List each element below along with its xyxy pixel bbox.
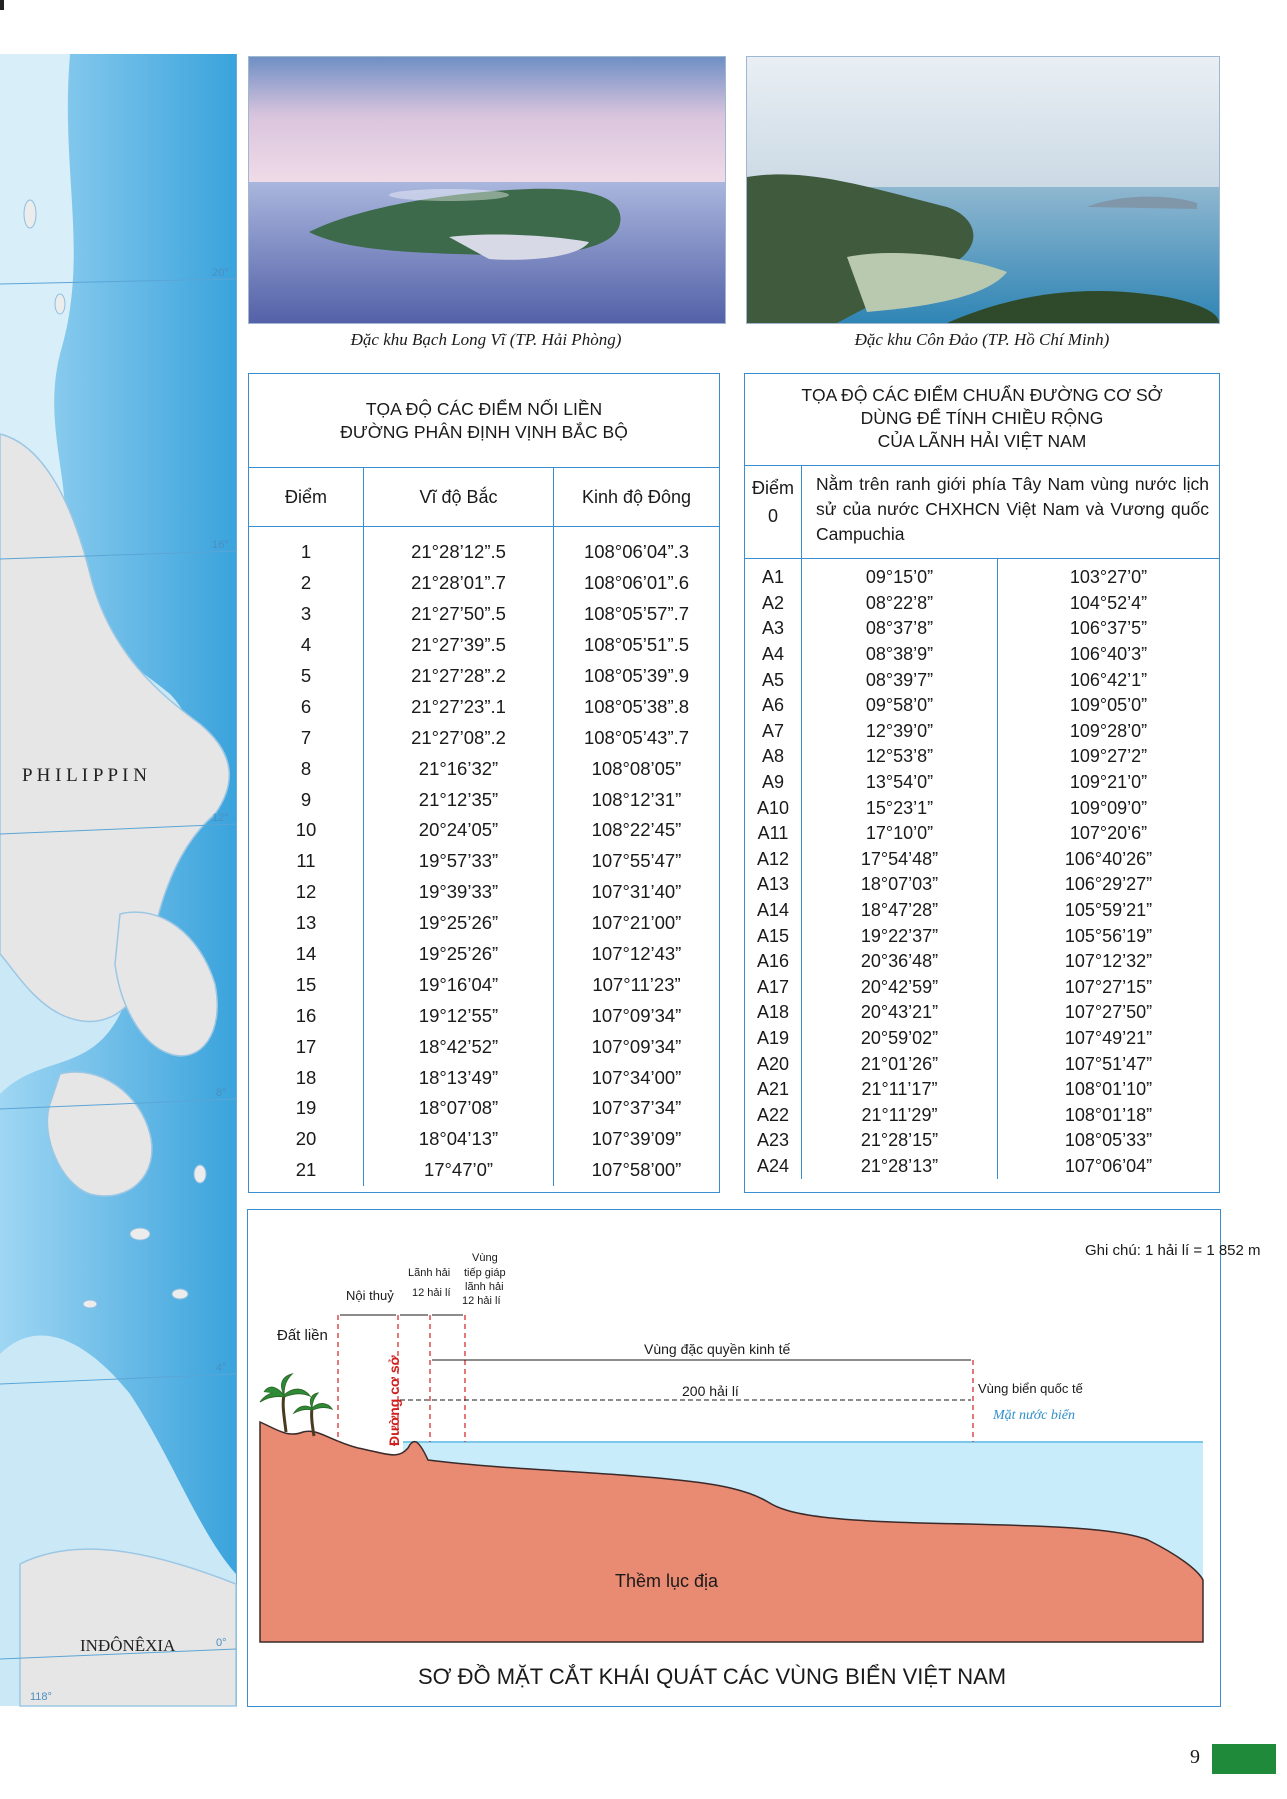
latitude-cell: 21°11’17” <box>802 1077 998 1103</box>
point-cell: A4 <box>761 644 785 665</box>
latitude-cell: 21°11’29” <box>802 1102 998 1128</box>
latitude-cell: 20°43’21” <box>802 1000 998 1026</box>
column-header: Điểm <box>751 478 794 498</box>
table-row <box>745 616 1219 642</box>
contiguous-zone-label: Vùng <box>472 1252 498 1264</box>
table-title-line: DÙNG ĐỂ TÍNH CHIỀU RỘNG <box>860 408 1104 428</box>
table-row <box>745 1102 1219 1128</box>
latitude-cell: 19°25’26” <box>364 939 554 970</box>
latitude-cell: 18°13’49” <box>364 1062 554 1093</box>
lat-label: 20° <box>212 267 229 279</box>
table-row <box>249 1000 719 1031</box>
coordinates-table <box>249 468 719 1186</box>
longitude-cell: 107°09’34” <box>554 1031 720 1062</box>
point-cell: 14 <box>295 943 317 965</box>
latitude-cell: 21°28’13” <box>802 1154 998 1180</box>
point-cell: 12 <box>295 881 317 903</box>
contiguous-zone-width: 12 hải lí <box>462 1295 501 1307</box>
table-row <box>249 877 719 908</box>
longitude-cell: 106°42’1” <box>998 667 1220 693</box>
point-cell: A8 <box>761 746 785 767</box>
longitude-cell: 107°31’40” <box>554 877 720 908</box>
longitude-cell: 107°27’15” <box>998 975 1220 1001</box>
point-cell: 15 <box>295 973 317 995</box>
shelf-label: Thềm lục địa <box>615 1571 719 1591</box>
latitude-cell: 19°12’55” <box>364 1000 554 1031</box>
point-cell: 4 <box>300 634 312 656</box>
island-photo <box>747 57 1219 323</box>
map-strip <box>0 54 237 1706</box>
longitude-cell: 108°01’10” <box>998 1077 1220 1103</box>
photo-con-dao <box>746 56 1220 324</box>
table-row <box>745 693 1219 719</box>
latitude-cell: 18°42’52” <box>364 1031 554 1062</box>
contiguous-zone-label: lãnh hải <box>465 1281 504 1293</box>
point-cell: 8 <box>300 757 312 779</box>
point-cell: A6 <box>761 695 785 716</box>
latitude-cell: 17°10’0” <box>802 821 998 847</box>
latitude-cell: 19°25’26” <box>364 908 554 939</box>
point-cell: 5 <box>300 665 312 686</box>
point-cell: A2 <box>761 592 785 613</box>
latitude-cell: 17°47’0” <box>364 1155 554 1186</box>
longitude-cell: 107°51’47” <box>998 1051 1220 1077</box>
table-title-line: ĐƯỜNG PHÂN ĐỊNH VỊNH BẮC BỘ <box>340 422 628 442</box>
photo-bach-long-vi <box>248 56 726 324</box>
territorial-sea-label: Lãnh hải <box>408 1267 451 1279</box>
gulf-of-tonkin-table <box>248 373 720 1193</box>
latitude-cell: 19°57’33” <box>364 846 554 877</box>
point-cell: A14 <box>756 900 790 921</box>
point-cell: 11 <box>296 850 316 872</box>
baseline-points-table <box>744 373 1220 1193</box>
country-label-indonesia: INĐÔNÊXIA <box>80 1636 176 1655</box>
table-row <box>249 753 719 784</box>
point-cell: A12 <box>756 848 790 869</box>
point-cell: 10 <box>295 819 317 841</box>
territorial-sea-width: 12 hải lí <box>412 1287 451 1299</box>
point-cell: 20 <box>295 1128 317 1150</box>
longitude-cell: 105°59’21” <box>998 898 1220 924</box>
latitude-cell: 21°27’50”.5 <box>364 599 554 630</box>
table-row <box>249 599 719 630</box>
lat-label: 4° <box>216 1362 227 1374</box>
latitude-cell: 13°54’0” <box>802 770 998 796</box>
table-row <box>249 630 719 661</box>
latitude-cell: 08°39’7” <box>802 667 998 693</box>
latitude-cell: 17°54’48” <box>802 847 998 873</box>
column-header: Kinh độ Đông <box>554 468 720 527</box>
eez-width: 200 hải lí <box>682 1383 739 1399</box>
eez-label: Vùng đặc quyền kinh tế <box>644 1341 791 1357</box>
latitude-cell: 20°36’48” <box>802 949 998 975</box>
table-row <box>745 1128 1219 1154</box>
point-cell: A17 <box>756 976 790 997</box>
diagram-title: SƠ ĐỒ MẶT CẮT KHÁI QUÁT CÁC VÙNG BIỂN VIỆT NAM <box>418 1664 1007 1689</box>
longitude-cell: 105°56’19” <box>998 923 1220 949</box>
table-row <box>249 846 719 877</box>
table-row <box>745 795 1219 821</box>
point-zero-cell <box>745 466 802 558</box>
cross-section-svg <box>248 1210 1261 1705</box>
table-row <box>745 923 1219 949</box>
point-cell: A24 <box>756 1155 790 1176</box>
table-row <box>745 821 1219 847</box>
point-cell: A16 <box>756 951 790 972</box>
longitude-cell: 108°06’04”.3 <box>554 537 720 568</box>
table-row <box>249 537 719 568</box>
latitude-cell: 19°39’33” <box>364 877 554 908</box>
table-row <box>745 1051 1219 1077</box>
latitude-cell: 21°12’35” <box>364 784 554 815</box>
longitude-cell: 106°37’5” <box>998 616 1220 642</box>
country-label-philippines: P H I L I P P I N <box>22 765 147 786</box>
lat-label: 16° <box>212 539 229 551</box>
sea-zones-diagram <box>247 1209 1261 1707</box>
latitude-cell: 21°16’32” <box>364 753 554 784</box>
latitude-cell: 21°28’15” <box>802 1128 998 1154</box>
longitude-cell: 108°12’31” <box>554 784 720 815</box>
point-cell: A13 <box>756 874 790 895</box>
photo-caption: Đặc khu Bạch Long Vĩ (TP. Hải Phòng) <box>350 330 622 349</box>
longitude-cell: 109°09’0” <box>998 795 1220 821</box>
table-row <box>745 1000 1219 1026</box>
longitude-cell: 106°29’27” <box>998 872 1220 898</box>
table-title-line: TỌA ĐỘ CÁC ĐIỂM NỐI LIỀN <box>365 399 603 419</box>
point-cell: A7 <box>761 720 785 741</box>
point-cell: A15 <box>756 925 790 946</box>
column-header: Điểm <box>249 468 364 527</box>
table-row <box>745 719 1219 745</box>
island-photo <box>249 57 725 323</box>
contiguous-zone-label: tiếp giáp <box>464 1267 506 1279</box>
latitude-cell: 19°22’37” <box>802 923 998 949</box>
longitude-cell: 107°39’09” <box>554 1124 720 1155</box>
latitude-cell: 21°28’01”.7 <box>364 568 554 599</box>
table-row <box>745 667 1219 693</box>
point-cell: 18 <box>295 1066 317 1088</box>
longitude-cell: 103°27’0” <box>998 565 1220 591</box>
column-header: Vĩ độ Bắc <box>364 468 554 527</box>
latitude-cell: 15°23’1” <box>802 795 998 821</box>
table-row <box>249 908 719 939</box>
longitude-cell: 107°06’04” <box>998 1154 1220 1180</box>
longitude-cell: 107°49’21” <box>998 1026 1220 1052</box>
table-row <box>745 1026 1219 1052</box>
longitude-cell: 106°40’26” <box>998 847 1220 873</box>
longitude-cell: 108°05’33” <box>998 1128 1220 1154</box>
coordinates-table <box>745 559 1219 1179</box>
point-cell: A1 <box>761 567 785 588</box>
longitude-cell: 107°27’50” <box>998 1000 1220 1026</box>
longitude-cell: 107°58’00” <box>554 1155 720 1186</box>
longitude-cell: 108°05’38”.8 <box>554 691 720 722</box>
longitude-cell: 106°40’3” <box>998 642 1220 668</box>
table-row <box>745 770 1219 796</box>
longitude-cell: 107°20’6” <box>998 821 1220 847</box>
longitude-cell: 108°06’01”.6 <box>554 568 720 599</box>
point-cell: 3 <box>300 603 312 625</box>
point-cell: 17 <box>295 1035 317 1057</box>
lon-label: 118° <box>30 1691 52 1703</box>
point-cell: 1 <box>300 541 312 563</box>
indonesia-land <box>20 1549 236 1706</box>
longitude-cell: 109°21’0” <box>998 770 1220 796</box>
longitude-cell: 108°01’18” <box>998 1102 1220 1128</box>
point-cell: A19 <box>756 1027 790 1048</box>
longitude-cell: 107°12’43” <box>554 939 720 970</box>
latitude-cell: 18°07’03” <box>802 872 998 898</box>
latitude-cell: 09°58’0” <box>802 693 998 719</box>
page-tab <box>1212 1744 1276 1774</box>
latitude-cell: 08°37’8” <box>802 616 998 642</box>
point-cell: A9 <box>761 772 785 793</box>
page-number: 9 <box>1190 1746 1200 1768</box>
point-cell: A21 <box>756 1079 790 1100</box>
longitude-cell: 107°09’34” <box>554 1000 720 1031</box>
longitude-cell: 107°21’00” <box>554 908 720 939</box>
table-body <box>249 527 719 1186</box>
latitude-cell: 18°07’08” <box>364 1093 554 1124</box>
latitude-cell: 12°39’0” <box>802 719 998 745</box>
table-row <box>249 1124 719 1155</box>
table-row <box>249 784 719 815</box>
point-label: 0 <box>767 506 778 526</box>
point-cell: A22 <box>756 1104 790 1125</box>
longitude-cell: 109°27’2” <box>998 744 1220 770</box>
internal-waters-label: Nội thuỷ <box>346 1288 394 1303</box>
point-cell: A5 <box>761 669 785 690</box>
table-row <box>745 872 1219 898</box>
latitude-cell: 18°04’13” <box>364 1124 554 1155</box>
latitude-cell: 21°01’26” <box>802 1051 998 1077</box>
point-cell: 9 <box>300 788 312 810</box>
scale-note: Ghi chú: 1 hải lí = 1 852 m <box>1085 1242 1261 1259</box>
table-row <box>745 642 1219 668</box>
table-header-row <box>249 468 719 527</box>
table-row <box>249 939 719 970</box>
latitude-cell: 20°42’59” <box>802 975 998 1001</box>
longitude-cell: 107°34’00” <box>554 1062 720 1093</box>
table-row <box>745 744 1219 770</box>
table-row <box>745 975 1219 1001</box>
high-seas-label: Vùng biển quốc tế <box>978 1381 1083 1396</box>
table-row <box>745 1154 1219 1180</box>
mainland-label: Đất liền <box>277 1327 328 1344</box>
table-row <box>249 1093 719 1124</box>
point-cell: 7 <box>300 726 312 748</box>
lat-label: 8° <box>216 1087 227 1099</box>
scan-mark <box>0 0 4 10</box>
photo-caption: Đặc khu Côn Đảo (TP. Hồ Chí Minh) <box>854 330 1110 349</box>
table-row <box>745 949 1219 975</box>
latitude-cell: 12°53’8” <box>802 744 998 770</box>
sea-surface-label: Mặt nước biển <box>993 1408 1075 1423</box>
point-cell: A3 <box>761 618 785 639</box>
table-row <box>249 1155 719 1186</box>
longitude-cell: 108°08’05” <box>554 753 720 784</box>
table-body <box>745 559 1219 1179</box>
latitude-cell: 20°24’05” <box>364 815 554 846</box>
table-row <box>249 1062 719 1093</box>
table-row <box>249 969 719 1000</box>
table-row <box>745 898 1219 924</box>
table-row <box>249 1031 719 1062</box>
table-header-row <box>745 466 1219 559</box>
longitude-cell: 108°05’43”.7 <box>554 722 720 753</box>
table-title-line: TỌA ĐỘ CÁC ĐIỂM CHUẨN ĐƯỜNG CƠ SỞ <box>801 385 1163 405</box>
point-cell: A20 <box>756 1053 790 1074</box>
table-row <box>249 568 719 599</box>
latitude-cell: 21°27’23”.1 <box>364 691 554 722</box>
longitude-cell: 108°05’51”.5 <box>554 630 720 661</box>
latitude-cell: 21°27’39”.5 <box>364 630 554 661</box>
latitude-cell: 19°16’04” <box>364 969 554 1000</box>
sea-map <box>0 54 236 1706</box>
point-cell: A23 <box>756 1130 790 1151</box>
longitude-cell: 108°22’45” <box>554 815 720 846</box>
point-cell: A10 <box>756 797 790 818</box>
longitude-cell: 104°52’4” <box>998 591 1220 617</box>
latitude-cell: 09°15’0” <box>802 565 998 591</box>
longitude-cell: 107°11’23” <box>554 969 720 1000</box>
point-cell: 21 <box>295 1159 317 1181</box>
baseline-label: Đường cơ sở <box>386 1355 402 1446</box>
longitude-cell: 107°55’47” <box>554 846 720 877</box>
longitude-cell: 108°05’57”.7 <box>554 599 720 630</box>
table-row <box>249 722 719 753</box>
latitude-cell: 21°27’28”.2 <box>364 661 554 692</box>
table-row <box>745 591 1219 617</box>
latitude-cell: 21°28’12”.5 <box>364 537 554 568</box>
table-row <box>745 565 1219 591</box>
point-zero-description: Nằm trên ranh giới phía Tây Nam vùng nước lịch sử của nước CHXHCN Việt Nam và Vương quốc Campuchia <box>816 474 1209 544</box>
latitude-cell: 20°59’02” <box>802 1026 998 1052</box>
longitude-cell: 107°37’34” <box>554 1093 720 1124</box>
longitude-cell: 109°05’0” <box>998 693 1220 719</box>
table-row <box>745 847 1219 873</box>
table-row <box>249 815 719 846</box>
latitude-cell: 21°27’08”.2 <box>364 722 554 753</box>
table-row <box>249 691 719 722</box>
point-cell: 6 <box>300 695 312 717</box>
longitude-cell: 108°05’39”.9 <box>554 661 720 692</box>
table-title <box>249 374 719 468</box>
point-cell: A11 <box>757 823 789 844</box>
table-row <box>249 661 719 692</box>
table-title-line: CỦA LÃNH HẢI VIỆT NAM <box>877 431 1087 451</box>
point-cell: 13 <box>295 912 317 934</box>
table-row <box>745 1077 1219 1103</box>
lat-label: 12° <box>212 812 229 824</box>
longitude-cell: 109°28’0” <box>998 719 1220 745</box>
longitude-cell: 107°12’32” <box>998 949 1220 975</box>
lat-label: 0° <box>216 1637 227 1649</box>
latitude-cell: 08°22’8” <box>802 591 998 617</box>
point-cell: 2 <box>300 572 312 594</box>
latitude-cell: 08°38’9” <box>802 642 998 668</box>
point-cell: 16 <box>295 1004 317 1026</box>
latitude-cell: 18°47’28” <box>802 898 998 924</box>
point-cell: 19 <box>295 1097 317 1119</box>
point-cell: A18 <box>756 1002 790 1023</box>
table-title <box>745 374 1219 466</box>
